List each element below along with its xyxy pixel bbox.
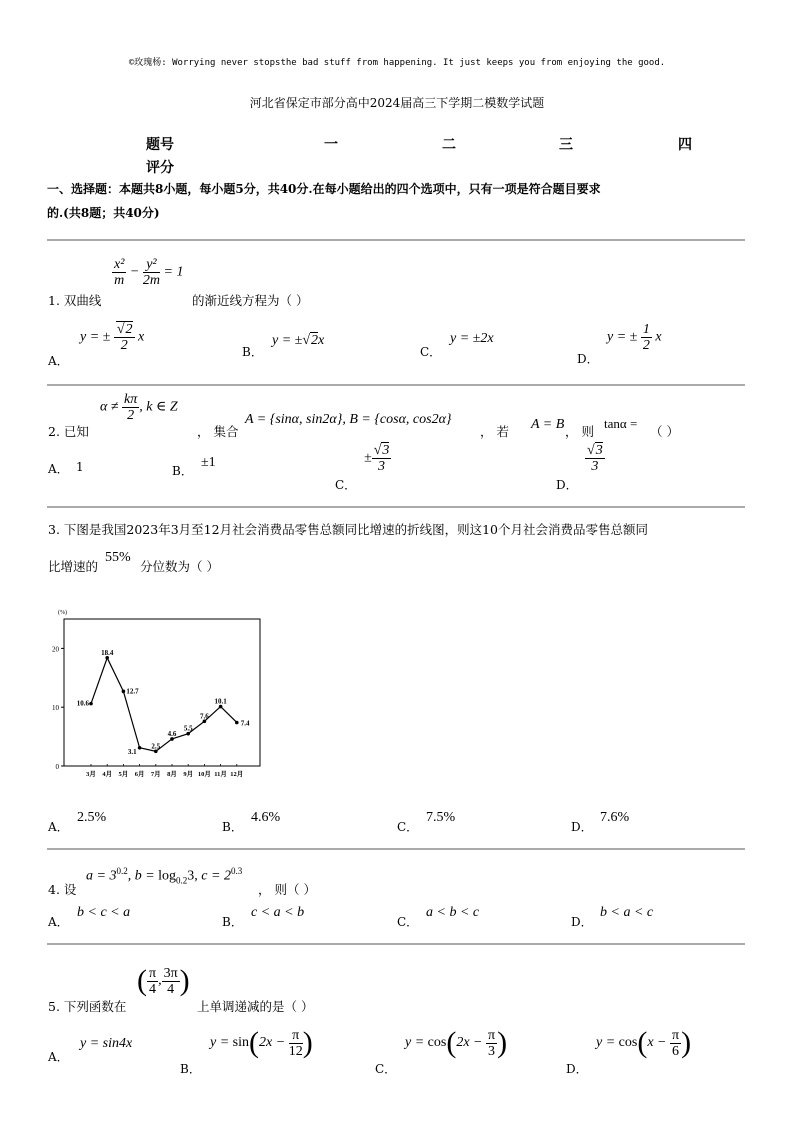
data-point — [89, 702, 93, 706]
x-tick-label: 3月 — [86, 771, 96, 778]
section-heading — [47, 177, 747, 225]
q1-stem-prefix: 1. 双曲线 — [48, 293, 102, 308]
x-tick-label: 7月 — [150, 771, 161, 778]
q1-option-c-expr: y = ±2x — [450, 331, 494, 346]
q5-stem-prefix: 5. 下列函数在 — [48, 999, 127, 1014]
q3-option-b-value: 4.6% — [251, 810, 281, 825]
data-point — [138, 746, 142, 750]
q4-option-d-value: b < a < c — [600, 905, 654, 920]
q3-option-a-label[interactable]: A． — [48, 820, 69, 834]
q4-option-d-label[interactable]: D． — [571, 915, 593, 929]
q3-option-c-value: 7.5% — [426, 810, 456, 825]
data-label: 10.1 — [214, 697, 227, 706]
data-point — [235, 721, 239, 725]
x-tick-label: 5月 — [118, 771, 129, 778]
q1-option-b-label[interactable]: B． — [242, 345, 263, 359]
divider — [47, 239, 745, 241]
divider — [47, 384, 745, 386]
q1-option-d-label[interactable]: D． — [577, 352, 599, 366]
page-title: 河北省保定市部分高中2024届高三下学期二模数学试题 — [249, 96, 545, 110]
q5-option-b-label[interactable]: B． — [180, 1062, 201, 1076]
data-label: 10.6 — [76, 699, 89, 708]
q5-interval: ( $\frac{\pi}{4}$ , $\frac{3\pi}{4}$ ) — [137, 964, 190, 997]
q2-option-a-label[interactable]: A． — [48, 462, 69, 476]
q5-option-c-label[interactable]: C． — [375, 1062, 397, 1076]
score-table-col-1: 一 — [324, 137, 338, 153]
data-label: 5.5 — [183, 724, 193, 733]
q1-option-c-label[interactable]: C． — [420, 345, 442, 359]
q5-option-a-expr: y = sin4x — [80, 1036, 133, 1051]
data-label: 7.4 — [240, 719, 250, 728]
q1-option-a-expr: y = ± $\frac{√2}{2}$ x — [80, 322, 145, 353]
q1-stem-suffix: 的渐近线方程为（ ） — [192, 293, 309, 308]
y-tick-label: 20 — [52, 645, 59, 654]
q4-option-a-label[interactable]: A． — [48, 915, 69, 929]
y-axis-label: (%) — [58, 610, 67, 616]
q3-option-b-label[interactable]: B． — [222, 820, 243, 834]
q2-equality: A = B — [531, 417, 565, 432]
q5-option-b-expr: y = sin(2x − $\frac{\pi}{12}$ ) — [210, 1026, 313, 1059]
x-tick-label: 12月 — [230, 771, 244, 778]
plot-frame — [64, 619, 260, 766]
q2-option-d-label[interactable]: D． — [556, 478, 578, 492]
q4-stem-suffix: ， 则（ ） — [258, 882, 316, 897]
q5-option-c-expr: y = cos(2x − $\frac{\pi}{3}$ ) — [405, 1026, 508, 1059]
q3-stem-line1: 3. 下图是我国2023年3月至12月社会消费品零售总额同比增速的折线图，则这10个月社会消费品零售总额同 — [48, 522, 648, 537]
q2-stem-suffix: （ ） — [650, 424, 679, 439]
score-table-row-label: 评分 — [146, 160, 174, 176]
score-table-col-2: 二 — [442, 137, 456, 153]
q3-stem-line2-prefix: 比增速的 — [48, 559, 99, 574]
data-label: 3.1 — [127, 747, 137, 756]
header-motto: ©玫瑰杨: Worrying never stopsthe bad stuff from happening. It just keeps you from enjoying the good. — [128, 58, 666, 68]
q4-option-b-label[interactable]: B． — [222, 915, 243, 929]
q3-option-d-label[interactable]: D． — [571, 820, 593, 834]
data-label: 18.4 — [101, 648, 114, 657]
score-table-col-3: 三 — [559, 137, 573, 153]
q5-option-d-expr: y = cos(x − $\frac{\pi}{6}$ ) — [596, 1026, 692, 1059]
q2-set-expression: A = {sinα, sin2α}, B = {cosα, cos2α} — [245, 412, 452, 427]
divider — [47, 943, 745, 945]
x-tick-label: 10月 — [197, 771, 211, 778]
q5-stem-suffix: 上单调递减的是（ ） — [197, 999, 314, 1014]
q2-option-b-value: ±1 — [201, 455, 216, 470]
data-label: 2.5 — [151, 742, 161, 751]
section-heading-line1: 一、选择题：本题共8小题，每小题5分，共40分.在每小题给出的四个选项中，只有一项是符合题目要求 — [47, 182, 601, 196]
q2-option-c-expr: ± $\frac{√3}{3}$ — [364, 443, 390, 474]
x-tick-label: 4月 — [102, 771, 113, 778]
q2-condition: α ≠ $\frac{k\pi}{2}$ , k ∈ Z — [100, 392, 178, 423]
q4-option-a-value: b < c < a — [77, 905, 131, 920]
q2-option-a-value: 1 — [76, 460, 84, 474]
y-tick-label: 0 — [55, 763, 59, 771]
q1-option-b-expr: y = ±√2x — [272, 333, 325, 348]
score-table-col-4: 四 — [678, 137, 692, 153]
q2-stem-prefix: 2. 已知 — [48, 424, 89, 439]
q2-option-c-label[interactable]: C． — [335, 478, 357, 492]
q2-stem-middle1: ， 集合 — [197, 424, 239, 439]
x-tick-label: 8月 — [167, 771, 177, 778]
q4-option-b-value: c < a < b — [251, 905, 305, 920]
q5-option-a-label[interactable]: A． — [48, 1050, 69, 1064]
q3-option-d-value: 7.6% — [600, 810, 630, 825]
data-label: 4.6 — [167, 729, 177, 738]
line-chart — [46, 605, 268, 780]
section-heading-line2: 的.(共8题；共40分) — [47, 206, 160, 220]
q3-stem-line2-suffix: 分位数为（ ） — [140, 559, 219, 574]
q4-stem-prefix: 4. 设 — [48, 882, 77, 897]
q1-option-a-label[interactable]: A． — [48, 354, 69, 368]
q5-option-d-label[interactable]: D． — [566, 1062, 588, 1076]
y-tick-label: 10 — [52, 704, 59, 713]
divider — [47, 848, 745, 850]
x-tick-label: 6月 — [134, 771, 145, 778]
q2-option-b-label[interactable]: B． — [172, 464, 193, 478]
divider — [47, 506, 745, 508]
x-tick-label: 11月 — [214, 771, 227, 778]
x-tick-label: 9月 — [183, 771, 194, 778]
q2-stem-middle2: ， 若 — [480, 424, 509, 439]
q1-option-d-expr: y = ± $\frac{1}{2}$ x — [607, 322, 662, 353]
data-label: 12.7 — [126, 687, 139, 696]
data-label: 7.6 — [200, 712, 209, 721]
q2-ask: tanα = — [604, 416, 638, 431]
q3-percent: 55% — [105, 550, 131, 565]
q4-option-c-label[interactable]: C． — [397, 915, 419, 929]
q3-option-a-value: 2.5% — [77, 810, 107, 825]
q3-option-c-label[interactable]: C． — [397, 820, 419, 834]
q4-definitions: $a = 3^{0.2}$, $b = \log_{0.2}3$, $c = 2^{0.3}$ — [86, 866, 243, 886]
q1-hyperbola-equation: $\frac{\text{x²}}{m}$ − $\frac{\text{y²}}{2m}$ = 1 — [114, 257, 184, 288]
q4-option-c-value: a < b < c — [426, 905, 480, 920]
score-table-header-label: 题号 — [146, 137, 174, 153]
data-point — [122, 690, 126, 694]
q2-stem-middle3: ， 则 — [565, 424, 594, 439]
q2-option-d-expr: $\frac{√3}{3}$ — [587, 443, 603, 474]
